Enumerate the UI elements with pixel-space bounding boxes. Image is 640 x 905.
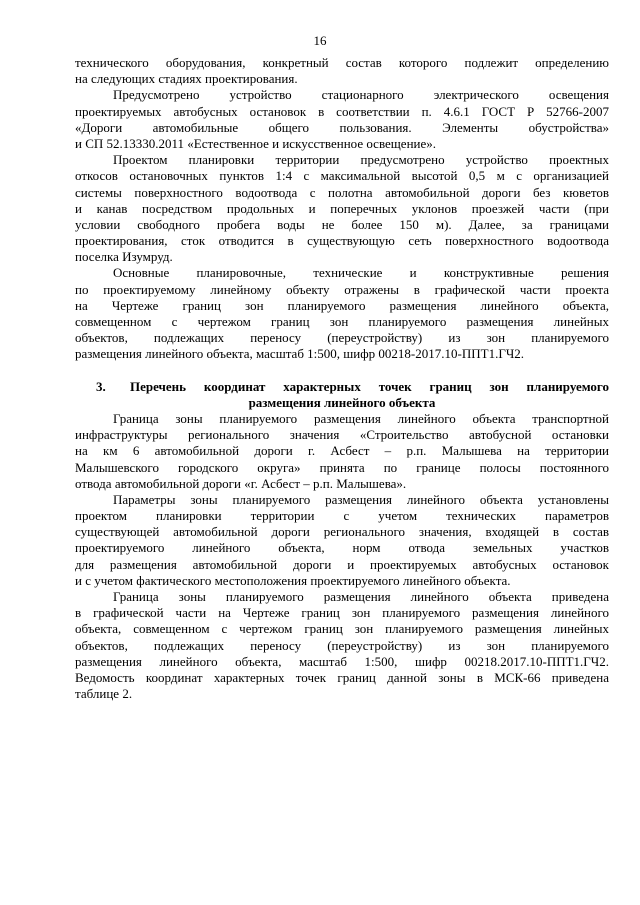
text-line: Проектом планировки территории предусмотрено устройство проектных: [113, 152, 609, 168]
section-gap: [75, 363, 609, 379]
text-line: Предусмотрено устройство стационарного электрического освещения: [113, 87, 609, 103]
text-line: объектов, подлежащих переносу (переустройству) из зон планируемого: [75, 637, 609, 653]
paragraph: [75, 492, 609, 589]
text-line: отвода автомобильной дороги «г. Асбест – р.п. Малышева».: [75, 475, 407, 491]
text-line: размещения линейного объекта, масштаб 1:500, шифр 00218-2017.10-ППТ1.ГЧ2.: [75, 346, 525, 362]
text-line: объекта, совмещенном с чертежом границ зон планируемого размещения линейных: [75, 621, 609, 637]
text-line: условии свободного пробега воды не более 150 м). Далее, за границами: [75, 216, 609, 232]
text-line: поселка Изумруд.: [75, 249, 173, 265]
text-line: Граница зоны планируемого размещения линейного объекта транспортной: [113, 410, 609, 426]
document-body: [75, 55, 609, 702]
paragraph: [75, 411, 609, 492]
text-line: технического оборудования, конкретный состав которого подлежит определению: [75, 55, 609, 70]
text-line: на Чертеже границ зон планируемого размещения линейного объекта,: [75, 297, 609, 313]
text-line: Малышевского городского округа» принята по границе полосы постоянного: [75, 459, 609, 475]
page-number: 16: [313, 33, 327, 48]
text-line: проектируемого линейного объекта, норм отвода земельных участков: [75, 540, 609, 556]
text-line: и с учетом фактического местоположения проектируемого линейного объекта.: [75, 572, 511, 588]
text-line: инфраструктуры регионального значения «Строительство автобусной остановки: [75, 427, 609, 443]
text-line: по проектируемому линейному объекту отражены в графической части проекта: [75, 281, 609, 297]
paragraph: [75, 152, 609, 265]
text-line: Граница зоны планируемого размещения линейного объекта приведена: [113, 589, 609, 604]
paragraph: [75, 87, 609, 152]
paragraph: [75, 265, 609, 362]
section-heading: [75, 379, 609, 395]
section-number: 3.: [96, 378, 106, 394]
text-line: системы поверхностного водоотвода с полотна автомобильной дороги без кюветов: [75, 184, 609, 200]
text-line: на км 6 автомобильной дороги г. Асбест – р.п. Малышева на территории: [75, 443, 609, 459]
text-line: существующей автомобильной дороги регионального значения, входящей в состав: [75, 524, 609, 540]
text-line: и СП 52.13330.2011 «Естественное и искусственное освещение».: [75, 135, 436, 151]
text-line: размещения линейного объекта, масштаб 1:500, шифр 00218.2017.10-ППТ1.ГЧ2.: [75, 653, 609, 669]
text-line: «Дороги автомобильные общего пользования. Элементы обустройства»: [75, 119, 609, 135]
text-line: Ведомость координат характерных точек границ данной зоны в МСК-66 приведена: [75, 669, 609, 685]
text-line: откосов остановочных пунктов 1:4 с максимальной высотой 0,5 м с организацией: [75, 168, 609, 184]
section-title-line: Перечень координат характерных точек границ зон планируемого: [130, 378, 609, 394]
text-line: совмещенном с чертежом границ зон планируемого размещения линейных: [75, 314, 609, 329]
paragraph: [75, 589, 609, 702]
text-line: проектируемых автобусных остановок в соответствии п. 4.6.1 ГОСТ Р 52766-2007: [75, 103, 609, 119]
text-line: Параметры зоны планируемого размещения линейного объекта установлены: [113, 491, 609, 507]
text-line: проектирования, сток отводится в существующую сеть поверхностного водоотвода: [75, 233, 609, 249]
text-line: в графической части на Чертеже границ зон планируемого размещения линейного: [75, 605, 609, 621]
text-line: проектом планировки территории с учетом технических параметров: [75, 508, 609, 524]
text-line: для размещения автомобильной дороги и проектируемых автобусных остановок: [75, 556, 609, 572]
text-line: Основные планировочные, технические и конструктивные решения: [113, 265, 609, 281]
text-line: и канав посредством продольных и поперечных уклонов проезжей части (при: [75, 200, 609, 216]
text-line: объектов, подлежащих переносу (переустройству) из зон планируемого: [75, 330, 609, 346]
section-title-line: размещения линейного объекта: [248, 394, 436, 410]
text-line: таблице 2.: [75, 686, 133, 702]
paragraph: [75, 55, 609, 87]
text-line: на следующих стадиях проектирования.: [75, 71, 298, 87]
